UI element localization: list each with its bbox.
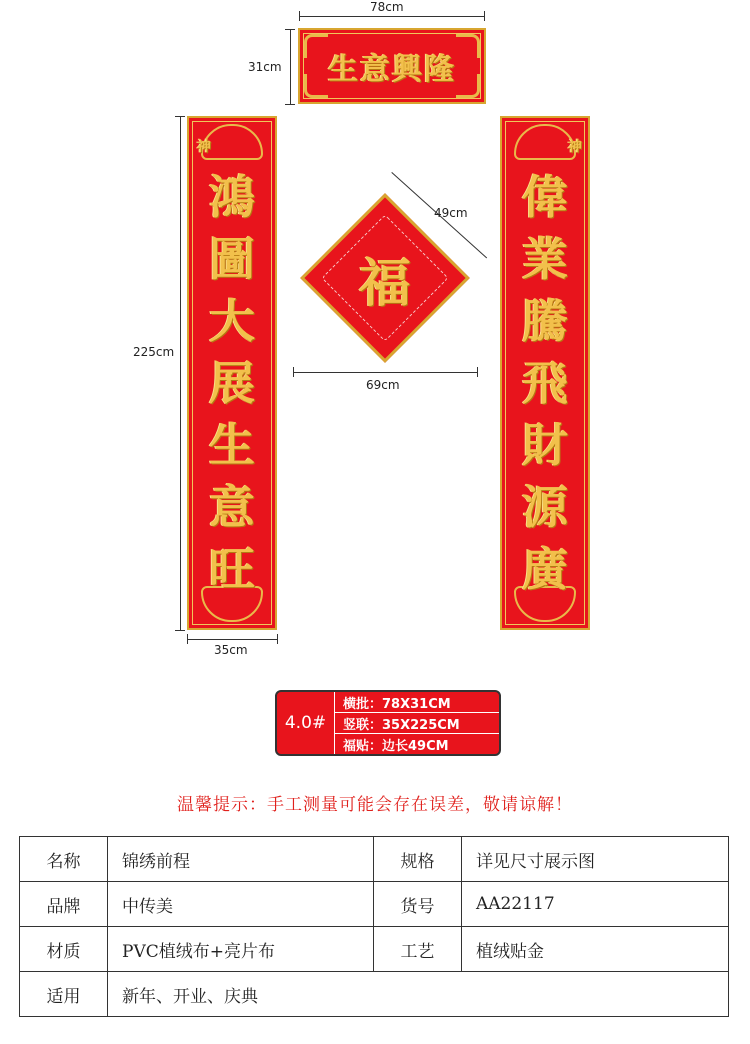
top-width-dim-line — [299, 16, 484, 17]
dim-tick — [175, 116, 185, 117]
fu-char: 福 — [358, 252, 411, 314]
left-banner — [187, 116, 277, 630]
right-banner-char: 業 — [522, 232, 568, 286]
table-key: 货号 — [374, 882, 462, 927]
table-key: 适用 — [20, 972, 108, 1017]
left-height-dim-line — [180, 116, 181, 630]
dim-tick — [285, 104, 295, 105]
dim-tick — [484, 11, 485, 21]
dim-tick — [477, 367, 478, 377]
table-value: 植绒贴金 — [462, 927, 729, 972]
table-row — [20, 882, 729, 927]
dim-tick — [277, 634, 278, 644]
top-width-label: 78cm — [370, 0, 404, 14]
top-height-dim-line — [290, 29, 291, 104]
right-banner-char: 飛 — [522, 356, 568, 410]
spec-badge — [275, 690, 501, 756]
table-row — [20, 927, 729, 972]
right-banner — [500, 116, 590, 630]
right-banner-char: 財 — [522, 418, 568, 472]
left-banner-char: 意 — [209, 480, 255, 534]
right-banner-char: 騰 — [522, 294, 568, 348]
measurement-warning: 温馨提示：手工测量可能会存在误差，敬请谅解！ — [177, 795, 573, 815]
dim-tick — [187, 634, 188, 644]
left-width-label: 35cm — [214, 643, 248, 657]
left-banner-char: 旺 — [209, 542, 255, 596]
spec-badge-code: 4.0# — [277, 692, 335, 754]
spec-badge-row: 横批：78X31CM — [335, 692, 499, 713]
dim-tick — [285, 29, 295, 30]
left-banner-top-char: 神 — [197, 139, 211, 155]
top-banner — [298, 28, 486, 104]
spec-badge-row: 福贴：边长49CM — [343, 738, 449, 754]
table-value: 详见尺寸展示图 — [462, 837, 729, 882]
table-key: 名称 — [20, 837, 108, 882]
right-banner-top-char: 神 — [568, 139, 582, 155]
right-banner-char: 源 — [522, 480, 568, 534]
product-spec-table — [19, 836, 729, 1017]
right-banner-char: 廣 — [522, 542, 568, 596]
fu-width-dim-line — [293, 372, 477, 373]
left-banner-char: 展 — [209, 356, 255, 410]
left-banner-char: 生 — [209, 418, 255, 472]
right-banner-char: 偉 — [522, 170, 568, 224]
table-row — [20, 837, 729, 882]
dim-tick — [175, 630, 185, 631]
table-row — [20, 972, 729, 1017]
left-banner-char: 大 — [209, 294, 255, 348]
spec-badge-row: 竖联：35X225CM — [335, 713, 499, 734]
top-banner-text: 生意興隆 — [328, 52, 456, 87]
fu-width-label: 69cm — [366, 378, 400, 392]
table-value: 锦绣前程 — [108, 837, 374, 882]
table-key: 工艺 — [374, 927, 462, 972]
table-key: 规格 — [374, 837, 462, 882]
dim-tick — [293, 367, 294, 377]
left-height-label: 225cm — [133, 345, 175, 359]
left-banner-char: 鴻 — [209, 170, 255, 224]
table-value: AA22117 — [462, 882, 729, 927]
table-value: 中传美 — [108, 882, 374, 927]
left-banner-char: 圖 — [209, 232, 255, 286]
table-value: 新年、开业、庆典 — [108, 972, 729, 1017]
banner-top-ornament — [514, 124, 576, 160]
top-height-label: 31cm — [248, 60, 282, 74]
spec-badge-rows — [335, 692, 499, 754]
table-key: 材质 — [20, 927, 108, 972]
dim-tick — [299, 11, 300, 21]
table-key: 品牌 — [20, 882, 108, 927]
table-value: PVC植绒布+亮片布 — [108, 927, 374, 972]
fu-side-label: 49cm — [434, 206, 468, 220]
left-width-dim-line — [187, 639, 277, 640]
